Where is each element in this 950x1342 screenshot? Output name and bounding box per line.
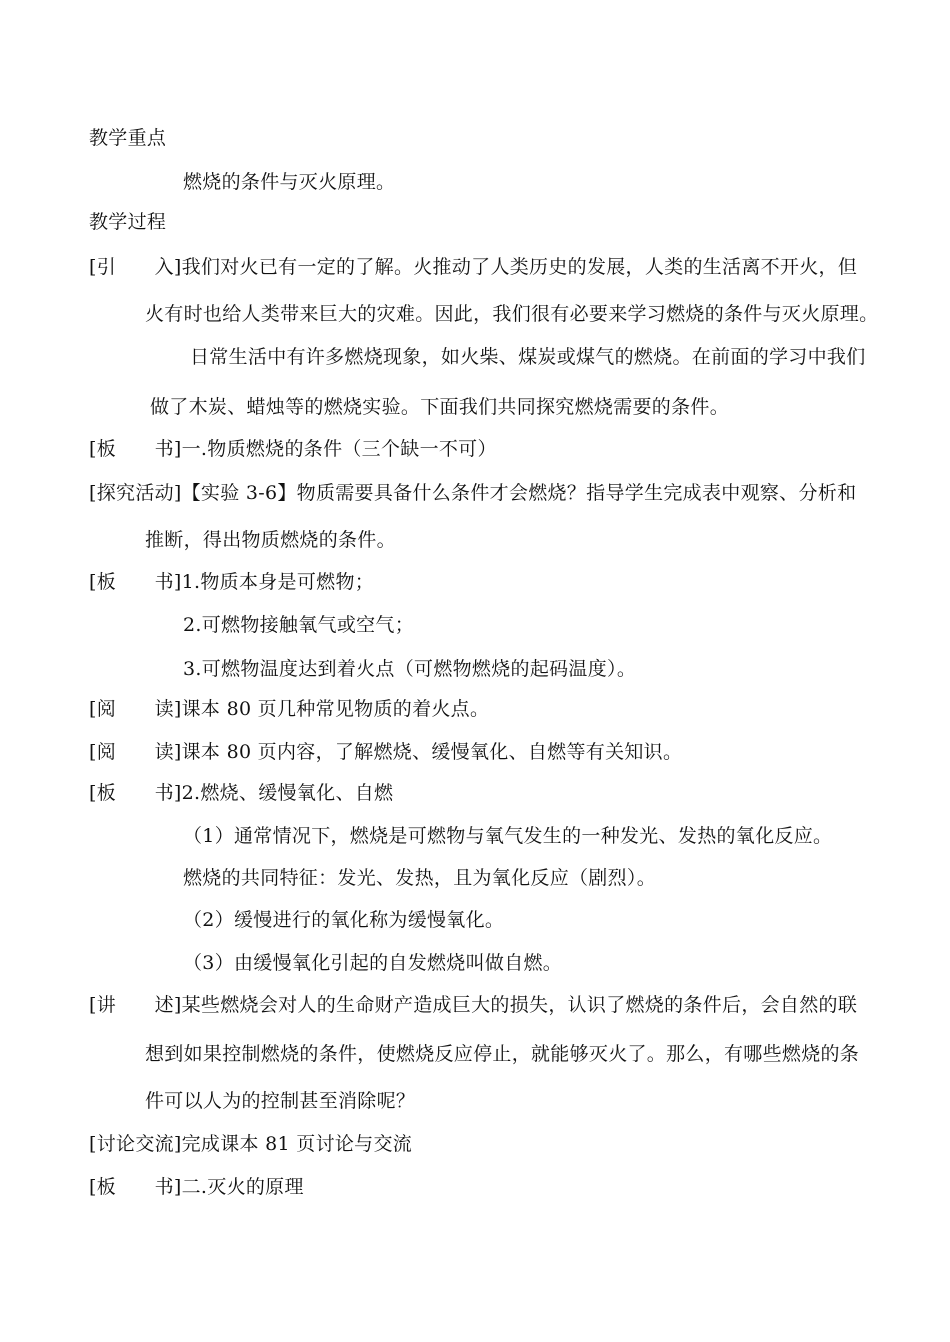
explore-line-1: [探究活动]【实验 3-6】物质需要具备什么条件才会燃烧？指导学生完成表中观察、分析和 [89,482,857,504]
reading-note-1: [阅 读]课本 80 页几种常见物质的着火点。 [89,698,490,720]
heading-teaching-focus: 教学重点 [89,127,167,149]
intro-line-3: 日常生活中有许多燃烧现象，如火柴、煤炭或煤气的燃烧。在前面的学习中我们 [190,346,866,368]
discussion-note: [讨论交流]完成课本 81 页讨论与交流 [89,1133,413,1155]
lecture-line-2: 想到如果控制燃烧的条件，使燃烧反应停止，就能够灭火了。那么，有哪些燃烧的条 [145,1043,860,1065]
board-note-4: [板 书]二.灭火的原理 [89,1176,304,1198]
board3-line-3: 燃烧的共同特征：发光、发热，且为氧化反应（剧烈）。 [183,867,657,889]
intro-label: [引 入] [89,256,182,278]
intro-line-1: 我们对火已有一定的了解。火推动了人类历史的发展，人类的生活离不开火，但 [181,256,858,278]
focus-text: 燃烧的条件与灭火原理。 [183,171,396,193]
heading-teaching-process: 教学过程 [89,211,167,233]
board-note-1: [板 书]一.物质燃烧的条件（三个缺一不可） [89,438,497,460]
board3-line-4: （2）缓慢进行的氧化称为缓慢氧化。 [183,909,505,931]
explore-line-2: 推断，得出物质燃烧的条件。 [145,529,396,551]
intro-line-4: 做了木炭、蜡烛等的燃烧实验。下面我们共同探究燃烧需要的条件。 [150,396,730,418]
board2-line-3: 3.可燃物温度达到着火点（可燃物燃烧的起码温度）。 [183,658,637,680]
reading-note-2: [阅 读]课本 80 页内容，了解燃烧、缓慢氧化、自燃等有关知识。 [89,741,683,763]
board2-line-2: 2.可燃物接触氧气或空气； [183,614,415,636]
lecture-line-1: [讲 述]某些燃烧会对人的生命财产造成巨大的损失，认识了燃烧的条件后，会自然的联 [89,994,858,1016]
board3-line-1: [板 书]2.燃烧、缓慢氧化、自燃 [89,782,394,804]
board3-line-2: （1）通常情况下，燃烧是可燃物与氧气发生的一种发光、发热的氧化反应。 [183,825,833,847]
board3-line-5: （3）由缓慢氧化引起的自发燃烧叫做自燃。 [183,952,563,974]
lecture-line-3: 件可以人为的控制甚至消除呢？ [145,1090,416,1112]
intro-line-2: 火有时也给人类带来巨大的灾难。因此，我们很有必要来学习燃烧的条件与灭火原理。 [145,303,879,325]
board2-line-1: [板 书]1.物质本身是可燃物； [89,571,375,593]
